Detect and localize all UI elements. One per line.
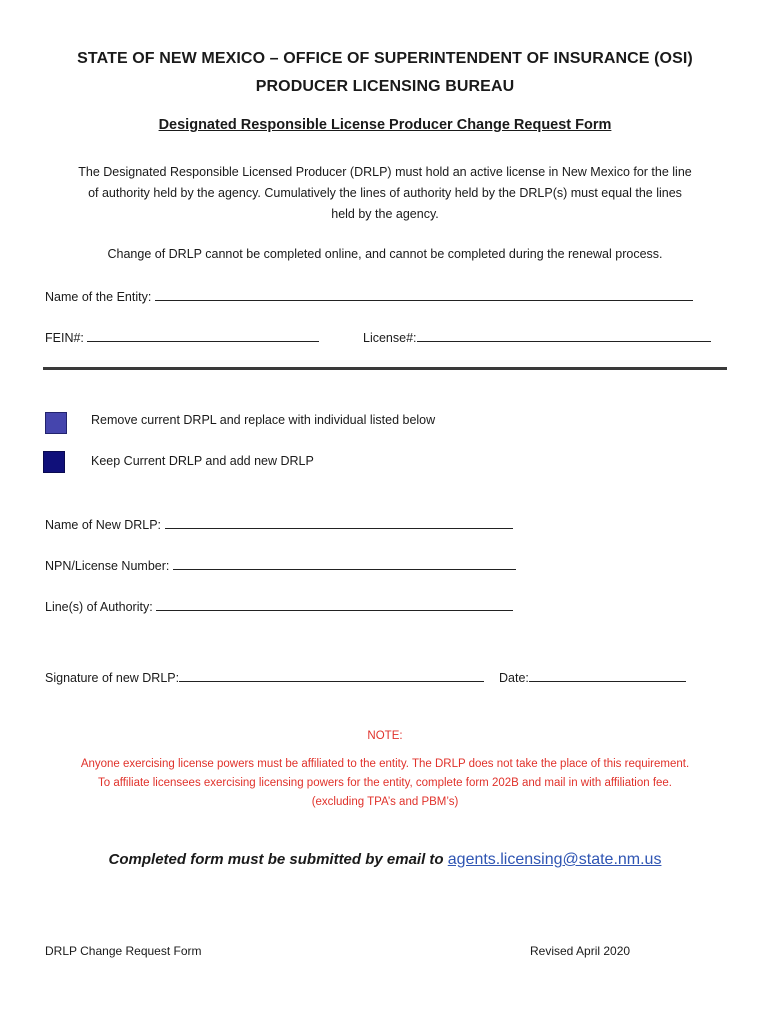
add-drlp-checkbox[interactable] bbox=[43, 451, 65, 473]
license-label: License#: bbox=[363, 331, 417, 345]
replace-drlp-label: Remove current DRPL and replace with individual listed below bbox=[91, 413, 436, 427]
fein-field bbox=[45, 328, 319, 345]
intro-line-2: of authority held by the agency. Cumulatively the lines of authority held by the DRLP(s) must equal the lines bbox=[88, 186, 682, 200]
section-divider bbox=[43, 367, 727, 370]
entity-name-field bbox=[45, 287, 693, 304]
date-field bbox=[499, 668, 686, 685]
lines-authority-field bbox=[45, 597, 513, 614]
entity-name-label: Name of the Entity: bbox=[45, 290, 152, 304]
entity-name-input-line[interactable] bbox=[155, 287, 693, 301]
intro-paragraph bbox=[0, 162, 770, 225]
license-input-line[interactable] bbox=[417, 328, 711, 342]
submission-instruction bbox=[0, 851, 770, 869]
npn-input-line[interactable] bbox=[173, 556, 516, 570]
online-notice: Change of DRLP cannot be completed online, and cannot be completed during the renewal process. bbox=[107, 247, 663, 261]
note-line-3: (excluding TPA’s and PBM’s) bbox=[311, 796, 459, 808]
date-input-line[interactable] bbox=[529, 668, 686, 682]
fein-label: FEIN#: bbox=[45, 331, 84, 345]
date-label: Date: bbox=[499, 671, 529, 685]
npn-label: NPN/License Number: bbox=[45, 559, 170, 573]
replace-drlp-checkbox[interactable] bbox=[45, 412, 67, 434]
note-line-2: To affiliate licensees exercising licensing powers for the entity, complete form 202B and mail in with affiliation fee. bbox=[97, 777, 673, 789]
fein-input-line[interactable] bbox=[87, 328, 319, 342]
footer-form-name: DRLP Change Request Form bbox=[45, 944, 202, 958]
form-title: Designated Responsible License Producer Change Request Form bbox=[158, 117, 612, 133]
note-heading: NOTE: bbox=[367, 730, 403, 742]
note-line-1: Anyone exercising license powers must be affiliated to the entity. The DRLP does not take the place of this requirement. bbox=[80, 758, 690, 770]
new-drlp-name-field bbox=[45, 515, 513, 532]
signature-input-line[interactable] bbox=[179, 668, 484, 682]
new-drlp-name-input-line[interactable] bbox=[165, 515, 513, 529]
npn-field bbox=[45, 556, 516, 573]
intro-line-1: The Designated Responsible Licensed Producer (DRLP) must hold an active license in New Mexico for the line bbox=[78, 165, 692, 179]
submission-text: Completed form must be submitted by email to bbox=[108, 851, 444, 868]
new-drlp-name-label: Name of New DRLP: bbox=[45, 518, 162, 532]
footer-revision: Revised April 2020 bbox=[530, 944, 631, 958]
lines-authority-input-line[interactable] bbox=[156, 597, 513, 611]
note-body bbox=[0, 755, 770, 812]
email-link[interactable]: agents.licensing@state.nm.us bbox=[447, 851, 662, 868]
intro-line-3: held by the agency. bbox=[331, 207, 439, 221]
signature-field bbox=[45, 668, 484, 685]
signature-label: Signature of new DRLP: bbox=[45, 671, 180, 685]
title-line-2: PRODUCER LICENSING BUREAU bbox=[255, 78, 515, 95]
add-drlp-label: Keep Current DRLP and add new DRLP bbox=[91, 454, 314, 468]
license-field bbox=[363, 328, 711, 345]
title-line-1: STATE OF NEW MEXICO – OFFICE OF SUPERINTENDENT OF INSURANCE (OSI) bbox=[77, 50, 693, 67]
lines-authority-label: Line(s) of Authority: bbox=[45, 600, 153, 614]
